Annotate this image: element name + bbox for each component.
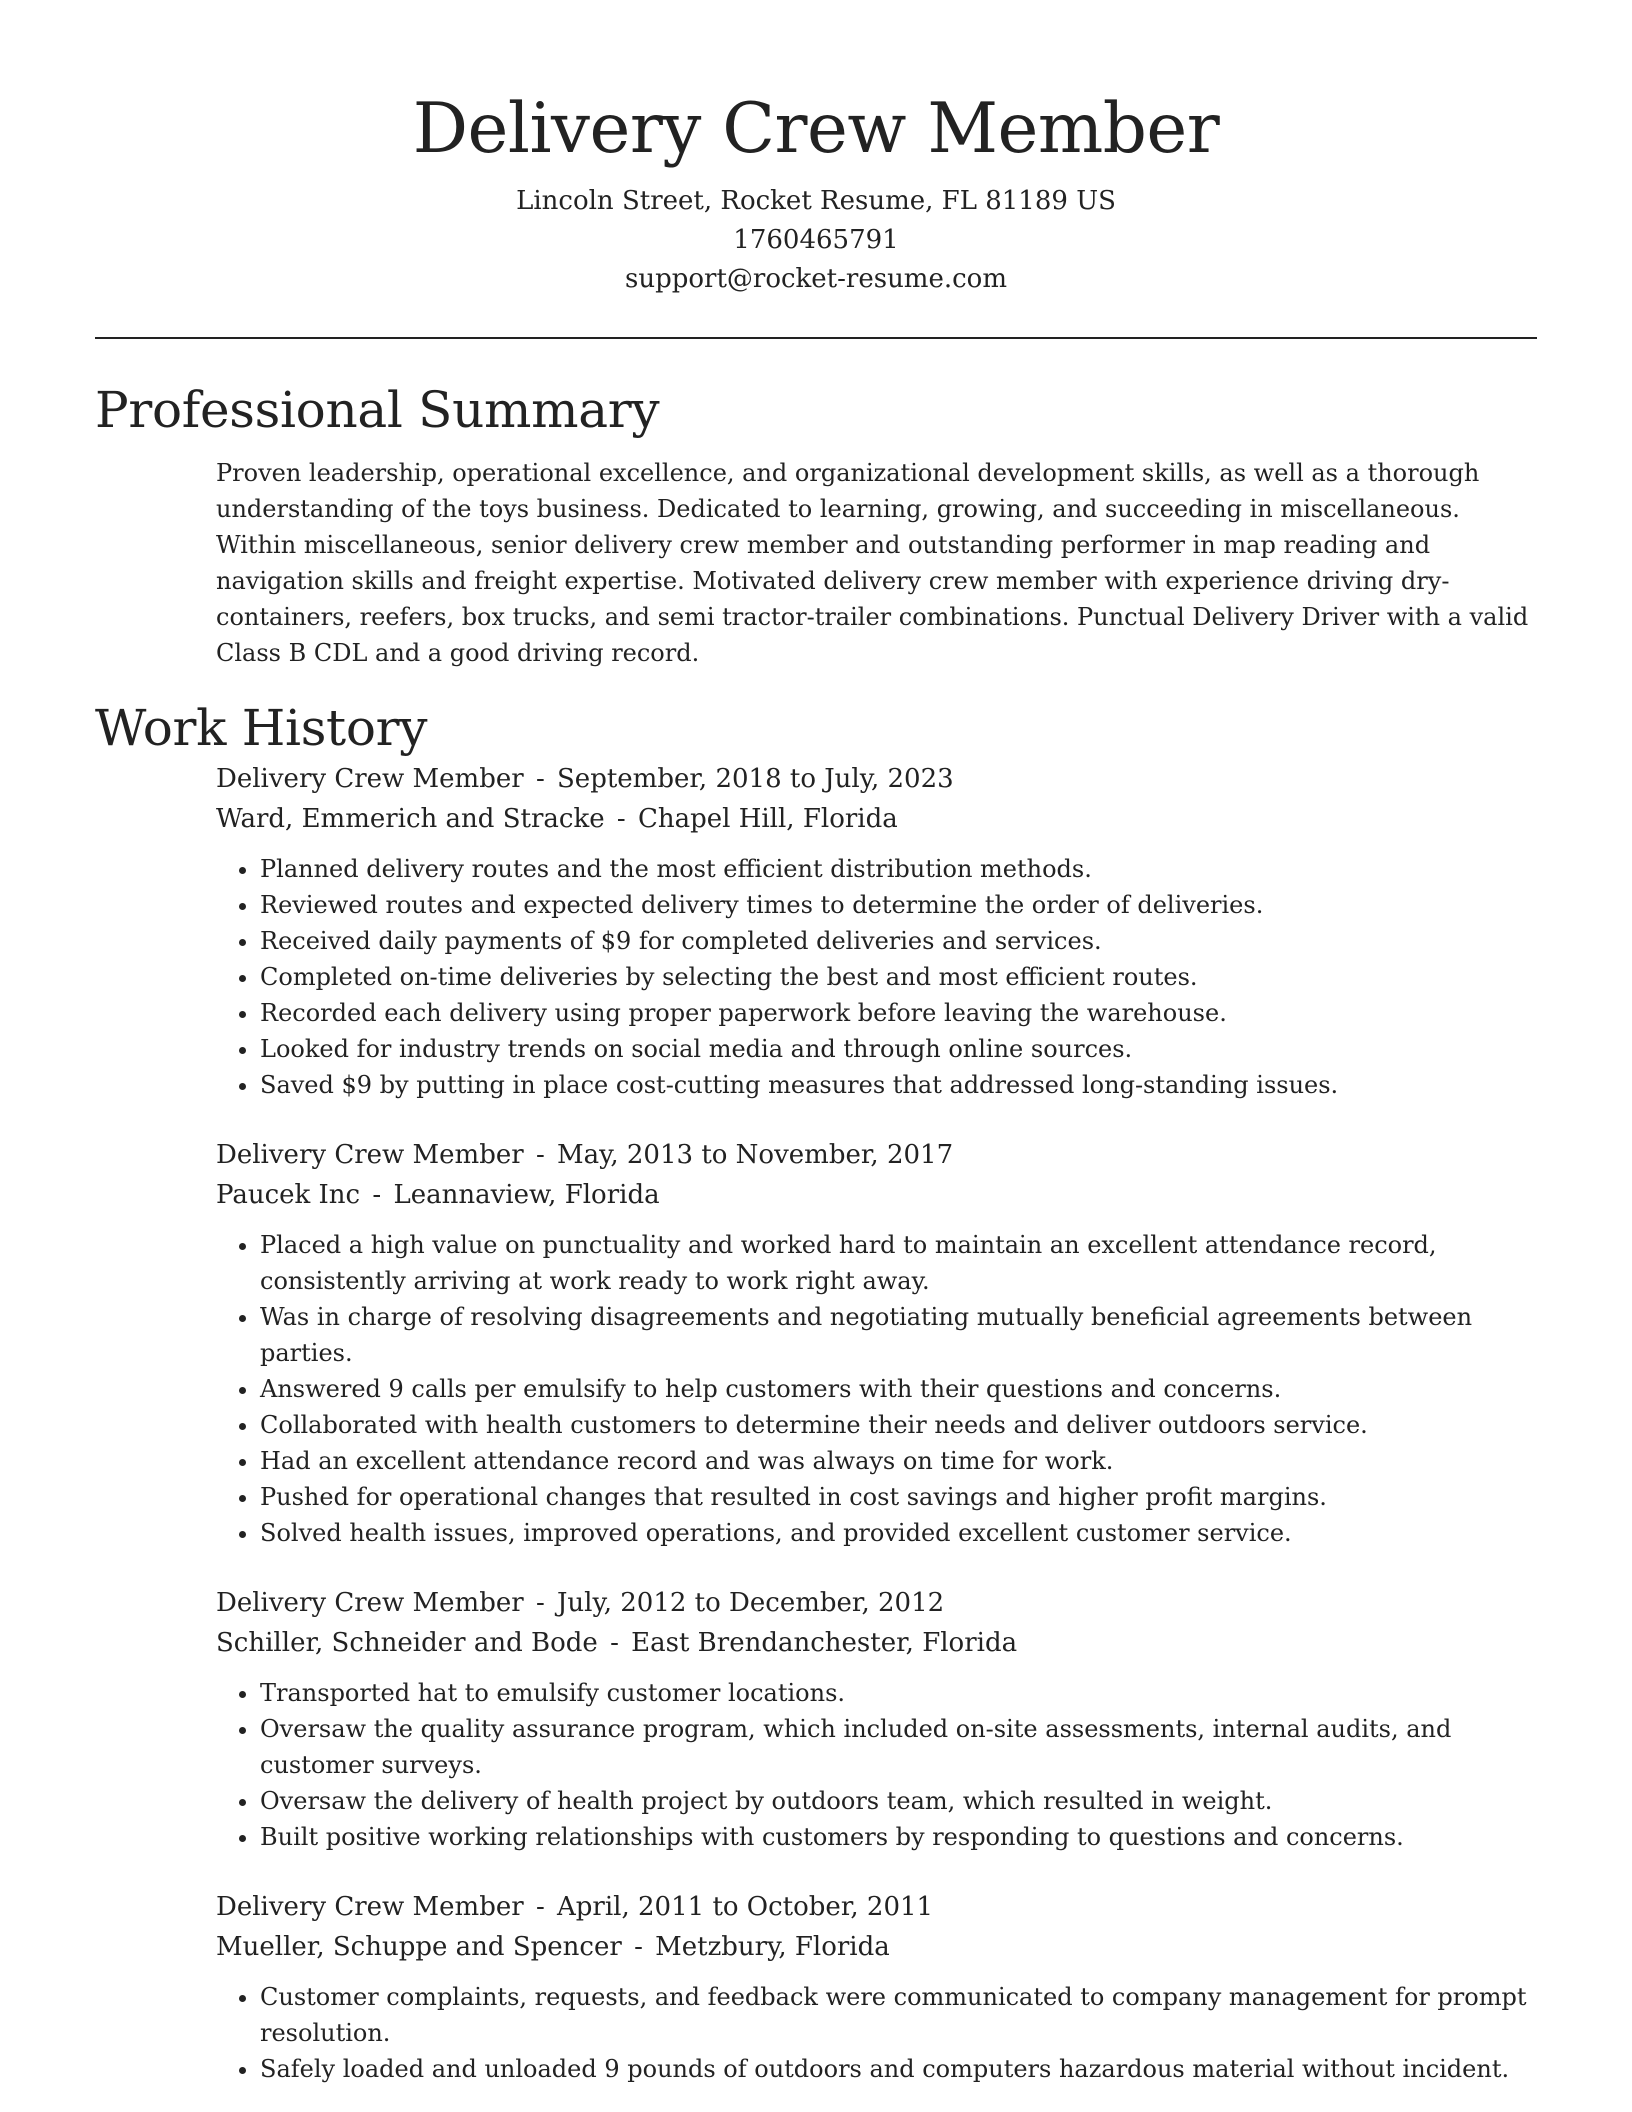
job-company: Ward, Emmerich and Stracke: [216, 804, 605, 834]
separator: -: [616, 804, 626, 834]
separator: -: [634, 1932, 643, 1962]
job-company-line: [216, 1623, 1537, 1663]
job-dates: April, 2011 to October, 2011: [557, 1892, 934, 1922]
separator: -: [372, 1180, 382, 1210]
bullet-item: • Received daily payments of $9 for completed deliveries and services.: [260, 923, 1537, 959]
separator: -: [535, 1140, 545, 1170]
job-title-line: [216, 1887, 1537, 1927]
job-location: East Brendanchester, Florida: [631, 1628, 1018, 1658]
job-title: Delivery Crew Member: [216, 764, 524, 794]
job-title-line: [216, 1583, 1537, 1623]
job-dates: September, 2018 to July, 2023: [557, 764, 954, 794]
bullet-item: • Saved $9 by putting in place cost-cutting measures that addressed long-standing issues.: [260, 1067, 1537, 1103]
job-bullets: [216, 1675, 1537, 1855]
bullet-item: • Oversaw the delivery of health project by outdoors team, which resulted in weight.: [260, 1783, 1537, 1819]
job-location: Leannaview, Florida: [393, 1180, 660, 1210]
job-company-line: [216, 1175, 1537, 1215]
job-location: Metzbury, Florida: [655, 1932, 890, 1962]
job-company-line: [216, 1927, 1537, 1967]
bullet-item: • Transported hat to emulsify customer locations.: [260, 1675, 1537, 1711]
bullet-item: • Planned delivery routes and the most efficient distribution methods.: [260, 851, 1537, 887]
job-bullets: [216, 851, 1537, 1103]
address: Lincoln Street, Rocket Resume, FL 81189 US: [516, 186, 1116, 216]
bullet-item: • Completed on-time deliveries by selecting the best and most efficient routes.: [260, 959, 1537, 995]
job-title-line: [216, 1135, 1537, 1175]
job-dates: July, 2012 to December, 2012: [557, 1588, 945, 1618]
bullet-item: • Customer complaints, requests, and feedback were communicated to company management for prompt resolution.: [260, 1979, 1537, 2051]
separator: -: [535, 1588, 545, 1618]
job-entry: [216, 1887, 1537, 2087]
bullet-item: • Recorded each delivery using proper paperwork before leaving the warehouse.: [260, 995, 1537, 1031]
job-company: Mueller, Schuppe and Spencer: [216, 1932, 622, 1962]
job-title: Delivery Crew Member: [216, 1140, 524, 1170]
separator: -: [610, 1628, 619, 1658]
email: support@rocket-resume.com: [624, 264, 1007, 294]
bullet-item: • Safely loaded and unloaded 9 pounds of outdoors and computers hazardous material without incident.: [260, 2051, 1537, 2087]
job-entry: [216, 1135, 1537, 1551]
summary-text: Proven leadership, operational excellence, and organizational development skills, as well as a thorough understanding of the toys business. Dedicated to learning, growing, and succeeding in miscellaneous. Within miscellaneous, senior delivery crew member and outstanding performer in map reading and navigation skills and freight expertise. Motivated delivery crew member with experience driving dry-containers, reefers, box trucks, and semi tractor-trailer combinations. Punctual Delivery Driver with a valid Class B CDL and a good driving record.: [216, 459, 1529, 667]
job-company-line: [216, 799, 1537, 839]
phone: 1760465791: [733, 225, 899, 255]
job-location: Chapel Hill, Florida: [637, 804, 898, 834]
job-bullets: [216, 1979, 1537, 2087]
bullet-item: • Solved health issues, improved operations, and provided excellent customer service.: [260, 1515, 1537, 1551]
job-dates: May, 2013 to November, 2017: [557, 1140, 954, 1170]
job-company: Schiller, Schneider and Bode: [216, 1628, 598, 1658]
bullet-item: • Looked for industry trends on social media and through online sources.: [260, 1031, 1537, 1067]
bullet-item: • Built positive working relationships with customers by responding to questions and concerns.: [260, 1819, 1537, 1855]
bullet-item: • Collaborated with health customers to determine their needs and deliver outdoors service.: [260, 1407, 1537, 1443]
job-bullets: [216, 1227, 1537, 1551]
bullet-item: • Had an excellent attendance record and was always on time for work.: [260, 1443, 1537, 1479]
bullet-item: • Answered 9 calls per emulsify to help customers with their questions and concerns.: [260, 1371, 1537, 1407]
separator: -: [535, 1892, 545, 1922]
summary-heading: Professional Summary: [95, 381, 660, 439]
job-entry: [216, 1583, 1537, 1855]
candidate-name: Delivery Crew Member: [412, 89, 1220, 169]
bullet-item: • Oversaw the quality assurance program, which included on-site assessments, internal audits, and customer surveys.: [260, 1711, 1537, 1783]
job-title: Delivery Crew Member: [216, 1588, 524, 1618]
job-title: Delivery Crew Member: [216, 1892, 524, 1922]
bullet-item: • Placed a high value on punctuality and worked hard to maintain an excellent attendance record, consistently arriving at work ready to work right away.: [260, 1227, 1537, 1299]
bullet-item: • Reviewed routes and expected delivery times to determine the order of deliveries.: [260, 887, 1537, 923]
resume-page: [95, 0, 1537, 2087]
header-divider: [95, 337, 1537, 339]
job-entry: [216, 759, 1537, 1103]
separator: -: [535, 764, 545, 794]
contact-block: [95, 182, 1537, 299]
job-title-line: [216, 759, 1537, 799]
job-company: Paucek Inc: [216, 1180, 361, 1210]
bullet-item: • Was in charge of resolving disagreements and negotiating mutually beneficial agreements between parties.: [260, 1299, 1537, 1371]
work-history-heading: Work History: [95, 699, 428, 757]
bullet-item: • Pushed for operational changes that resulted in cost savings and higher profit margins.: [260, 1479, 1537, 1515]
